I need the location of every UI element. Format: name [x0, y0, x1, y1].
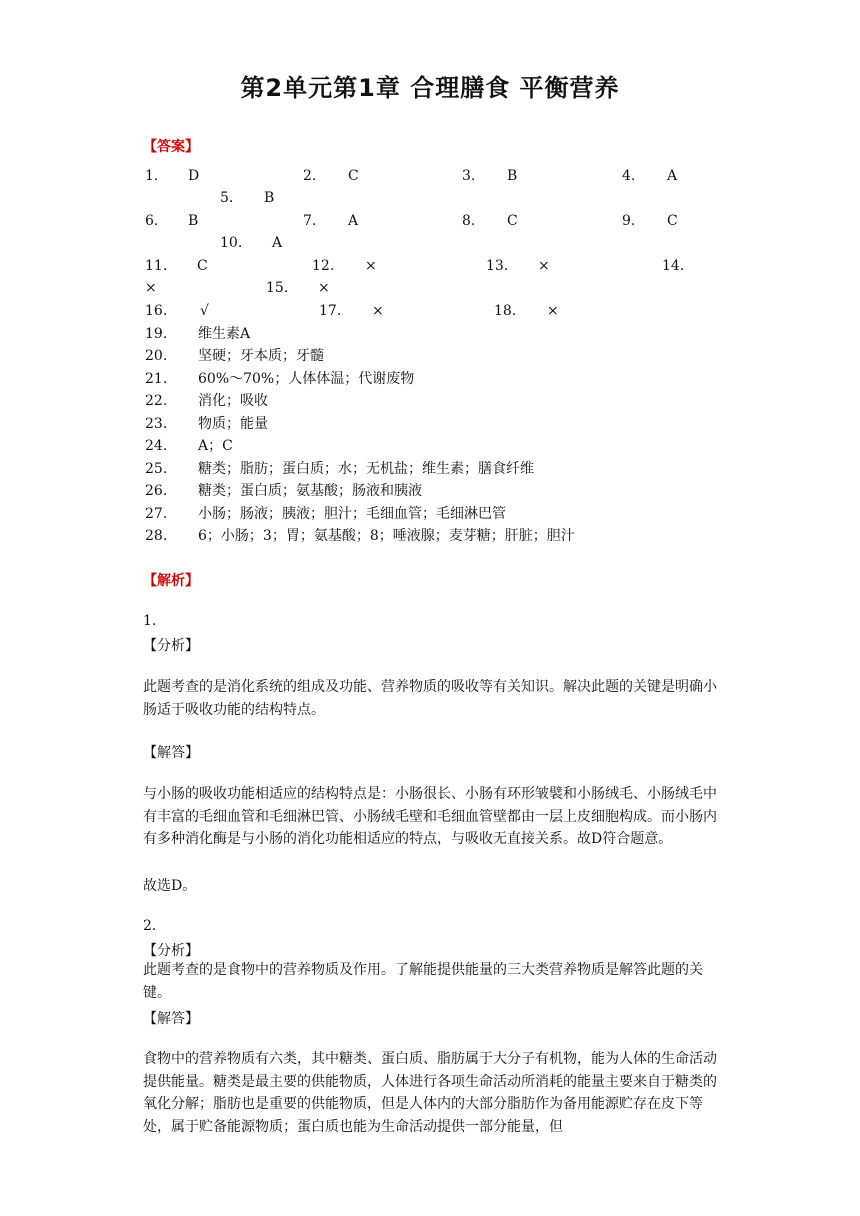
question-number: 7. — [303, 213, 317, 229]
answer-value: C — [197, 258, 208, 274]
answer-value: 糖类；蛋白质；氨基酸；肠液和胰液 — [198, 483, 422, 499]
question-number: 1. — [145, 168, 159, 184]
q2-fenxi-label: 【分析】 — [143, 943, 199, 959]
question-number: 22. — [145, 393, 168, 409]
q1-conclusion: 故选D。 — [143, 878, 197, 894]
answer-value: 6；小肠；3；胃；氨基酸；8；唾液腺；麦芽糖；肝脏；胆汁 — [198, 528, 575, 544]
answer-row-4 — [0, 302, 860, 322]
question-number: 10. — [220, 235, 243, 251]
question-number: 18. — [494, 303, 517, 319]
question-number: 19. — [145, 326, 168, 342]
answer-value: 维生素A — [198, 326, 251, 342]
q1-jieda-text: 与小肠的吸收功能相适应的结构特点是：小肠很长、小肠有环形皱襞和小肠绒毛、小肠绒毛中有丰富的毛细血管和毛细淋巴管、小肠绒毛壁和毛细血管壁都由一层上皮细胞构成。而小肠内有多种消化酶是与小肠的消化功能相适应的特点，与吸收无直接关系。故D符合题意。 — [143, 786, 717, 847]
answer-value: C — [507, 213, 518, 229]
question-number: 20. — [145, 348, 168, 364]
question-number: 16. — [145, 303, 168, 319]
question-number: 26. — [145, 483, 168, 499]
answer-heading: 【答案】 — [143, 139, 199, 155]
question-number: 13. — [486, 258, 509, 274]
question-number: 12. — [312, 258, 335, 274]
q2-number: 2. — [143, 918, 157, 934]
answer-value: C — [667, 213, 678, 229]
question-number: 3. — [462, 168, 476, 184]
q1-jieda-label: 【解答】 — [143, 745, 199, 761]
question-number: 28. — [145, 528, 168, 544]
q2-jieda-text: 食物中的营养物质有六类，其中糖类、蛋白质、脂肪属于大分子有机物，能为人体的生命活动提供能量。糖类是最主要的供能物质，人体进行各项生命活动所消耗的能量主要来自于糖类的氧化分解；脂肪也是重要的供能物质，但是人体内的大部分脂肪作为备用能源贮存在皮下等处，属于贮备能源物质；蛋白质也能为生命活动提供一部分能量，但 — [143, 1051, 717, 1135]
answer-row-1 — [0, 167, 860, 207]
question-number: 21. — [145, 371, 168, 387]
answer-value: A — [348, 213, 359, 229]
question-number: 4. — [622, 168, 636, 184]
answer-value: 小肠；肠液；胰液；胆汁；毛细血管；毛细淋巴管 — [198, 506, 506, 522]
q2-jieda-label: 【解答】 — [143, 1011, 199, 1027]
answer-value: A — [667, 168, 678, 184]
answer-value: 坚硬；牙本质；牙髓 — [198, 348, 324, 364]
question-number: 24. — [145, 438, 168, 454]
answer-value: 物质；能量 — [198, 416, 268, 432]
answer-value: D — [188, 168, 200, 184]
question-number: 25. — [145, 461, 168, 477]
answer-value: × — [365, 258, 377, 274]
question-number: 23. — [145, 416, 168, 432]
question-number: 9. — [622, 213, 636, 229]
answer-value: A — [272, 235, 283, 251]
page-title: 第2单元第1章 合理膳食 平衡营养 — [240, 74, 620, 102]
question-number: 11. — [145, 258, 168, 274]
answer-value: × — [145, 280, 157, 296]
question-number: 6. — [145, 213, 159, 229]
answer-value: C — [348, 168, 359, 184]
answer-value: × — [538, 258, 550, 274]
question-number: 15. — [266, 280, 289, 296]
question-number: 14. — [662, 258, 685, 274]
answer-row-3 — [0, 257, 860, 297]
q1-fenxi-label: 【分析】 — [143, 638, 199, 654]
question-number: 5. — [220, 190, 234, 206]
question-number: 27. — [145, 506, 168, 522]
answer-value: 60%～70%；人体体温；代谢废物 — [198, 371, 415, 387]
answer-value: B — [188, 213, 199, 229]
question-number: 2. — [303, 168, 317, 184]
answer-value: × — [372, 303, 384, 319]
answer-value: × — [318, 280, 330, 296]
answer-value: 糖类；脂肪；蛋白质；水；无机盐；维生素；膳食纤维 — [198, 461, 534, 477]
answer-value: 消化；吸收 — [198, 393, 268, 409]
analysis-heading: 【解析】 — [143, 573, 199, 589]
answer-value: √ — [200, 303, 209, 319]
answer-value: B — [507, 168, 518, 184]
q1-number: 1. — [143, 613, 157, 629]
answer-row-2 — [0, 212, 860, 252]
q1-fenxi-text: 此题考查的是消化系统的组成及功能、营养物质的吸收等有关知识。解决此题的关键是明确小肠适于吸收功能的结构特点。 — [143, 679, 717, 718]
answer-value: × — [547, 303, 559, 319]
question-number: 8. — [462, 213, 476, 229]
question-number: 17. — [319, 303, 342, 319]
answer-value: B — [264, 190, 275, 206]
answer-value: A；C — [198, 438, 233, 454]
q2-fenxi-text: 此题考查的是食物中的营养物质及作用。了解能提供能量的三大类营养物质是解答此题的关键。 — [143, 962, 703, 1001]
